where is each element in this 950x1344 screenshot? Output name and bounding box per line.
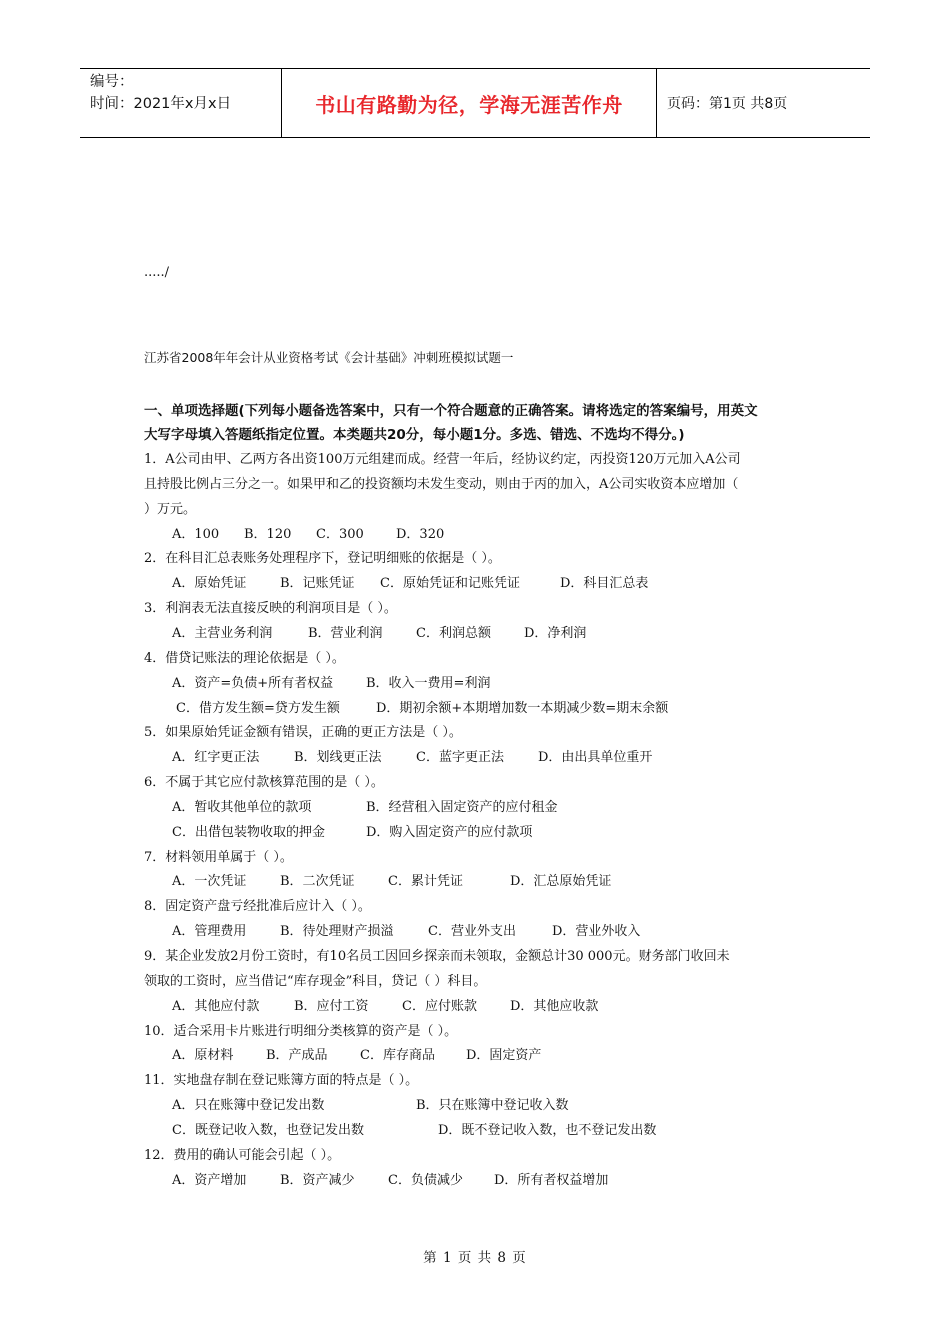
question-8-stem: 8．固定资产盘亏经批准后应计入（ ）。	[144, 899, 371, 915]
question-4-stem: 4．借贷记账法的理论依据是（ ）。	[144, 650, 345, 666]
motto: 书山有路勤为径，学海无涯苦作舟	[315, 92, 623, 117]
question-12-option: A．资产增加	[172, 1172, 247, 1188]
time-label: 时间：2021年x月x日	[90, 96, 232, 112]
question-10-option: D．固定资产	[466, 1048, 542, 1064]
question-2-option: C．原始凭证和记账凭证	[380, 576, 520, 592]
question-11-option: B．只在账簿中登记收入数	[416, 1098, 569, 1114]
question-7-option: D．汇总原始凭证	[510, 874, 612, 890]
question-12-option: C．负债减少	[388, 1172, 463, 1188]
question-9-option: C．应付账款	[402, 998, 477, 1014]
question-12-stem: 12．费用的确认可能会引起（ ）。	[144, 1147, 341, 1163]
question-4-option: B．收入一费用=利润	[366, 675, 491, 691]
question-12-option: B．资产减少	[280, 1172, 355, 1188]
section-heading-line1: 一、单项选择题(下列每小题备选答案中，只有一个符合题意的正确答案。请将选定的答案编号，用英文	[144, 403, 758, 419]
question-7-option: C．累计凭证	[388, 874, 463, 890]
question-4-option: A．资产=负债+所有者权益	[172, 675, 334, 691]
question-6-option: C．出借包装物收取的押金	[172, 824, 325, 840]
question-3-option: D．净利润	[524, 625, 587, 641]
question-2-option: A．原始凭证	[172, 576, 247, 592]
question-3-option: B．营业利润	[308, 625, 383, 641]
question-1-option: D．320	[396, 526, 445, 542]
question-11-option: A．只在账簿中登记发出数	[172, 1098, 325, 1114]
question-8-option: D．营业外收入	[552, 924, 641, 940]
question-5-option: D．由出具单位重开	[538, 750, 653, 766]
question-2-stem: 2．在科目汇总表账务处理程序下，登记明细账的依据是（ ）。	[144, 551, 501, 567]
question-6-option: B．经营租入固定资产的应付租金	[366, 799, 558, 815]
question-6-option: A．暂收其他单位的款项	[172, 799, 312, 815]
question-1-option: C．300	[316, 526, 364, 542]
question-11-stem: 11．实地盘存制在登记账簿方面的特点是（ ）。	[144, 1073, 419, 1089]
question-3-option: A．主营业务利润	[172, 625, 273, 641]
header-motto-cell	[281, 69, 657, 137]
question-7-option: A．一次凭证	[172, 874, 247, 890]
question-11-option: D．既不登记收入数，也不登记发出数	[438, 1122, 657, 1138]
question-2-option: B．记账凭证	[280, 576, 355, 592]
question-1-option: A．100	[172, 526, 220, 542]
question-8-option: C．营业外支出	[428, 924, 516, 940]
question-10-option: B．产成品	[266, 1048, 328, 1064]
question-6-option: D．购入固定资产的应付款项	[366, 824, 533, 840]
ellipsis-text: ...../	[144, 265, 170, 280]
question-5-stem: 5．如果原始凭证金额有错误，正确的更正方法是（ ）。	[144, 725, 462, 741]
question-10-option: A．原材料	[172, 1048, 234, 1064]
question-3-stem: 3．利润表无法直接反映的利润项目是（ ）。	[144, 601, 397, 617]
code-label: 编号：	[90, 74, 134, 90]
question-1-option: B．120	[244, 526, 292, 542]
question-8-option: A．管理费用	[172, 924, 247, 940]
page-footer: 第 1 页 共 8 页	[423, 1250, 527, 1266]
header-meta	[80, 69, 280, 137]
question-5-option: A．红字更正法	[172, 750, 260, 766]
question-1-stem: ）万元。	[144, 501, 197, 517]
question-9-stem: 9．某企业发放2月份工资时，有10名员工因回乡探亲而未领取，金额总计30 000元。财务部门收回未	[144, 949, 730, 964]
question-4-option: C．借方发生额=贷方发生额	[176, 700, 340, 716]
question-10-option: C．库存商品	[360, 1048, 435, 1064]
question-9-option: A．其他应付款	[172, 998, 260, 1014]
question-1-stem: 1．A公司由甲、乙两方各出资100万元组建而成。经营一年后，经协议约定，丙投资120万元加入A公司	[144, 452, 741, 467]
question-10-stem: 10．适合采用卡片账进行明细分类核算的资产是（ ）。	[144, 1023, 458, 1039]
question-9-stem: 领取的工资时，应当借记“库存现金”科目，贷记（ ）科目。	[144, 973, 487, 989]
question-9-option: D．其他应收款	[510, 998, 599, 1014]
page-header	[80, 68, 870, 138]
doc-title: 江苏省2008年年会计从业资格考试《会计基础》冲刺班模拟试题一	[144, 350, 514, 365]
question-12-option: D．所有者权益增加	[494, 1172, 609, 1188]
section-heading-line2: 大写字母填入答题纸指定位置。本类题共20分，每小题1分。多选、错选、不选均不得分。)	[144, 427, 685, 443]
question-4-option: D．期初余额+本期增加数一本期减少数=期末余额	[376, 700, 669, 716]
question-9-option: B．应付工资	[294, 998, 369, 1014]
question-5-option: C．蓝字更正法	[416, 750, 504, 766]
question-2-option: D．科目汇总表	[560, 576, 649, 592]
question-11-option: C．既登记收入数，也登记发出数	[172, 1122, 364, 1138]
question-6-stem: 6．不属于其它应付款核算范围的是（ ）。	[144, 775, 384, 791]
question-3-option: C．利润总额	[416, 625, 491, 641]
header-page-info: 页码：第1页 共8页	[667, 96, 788, 112]
question-8-option: B．待处理财产损溢	[280, 924, 394, 940]
question-7-option: B．二次凭证	[280, 874, 355, 890]
question-7-stem: 7．材料领用单属于（ ）。	[144, 849, 293, 865]
question-1-stem: 且持股比例占三分之一。如果甲和乙的投资额均未发生变动，则由于丙的加入，A公司实收资本应增加（	[144, 476, 739, 492]
question-5-option: B．划线更正法	[294, 750, 382, 766]
